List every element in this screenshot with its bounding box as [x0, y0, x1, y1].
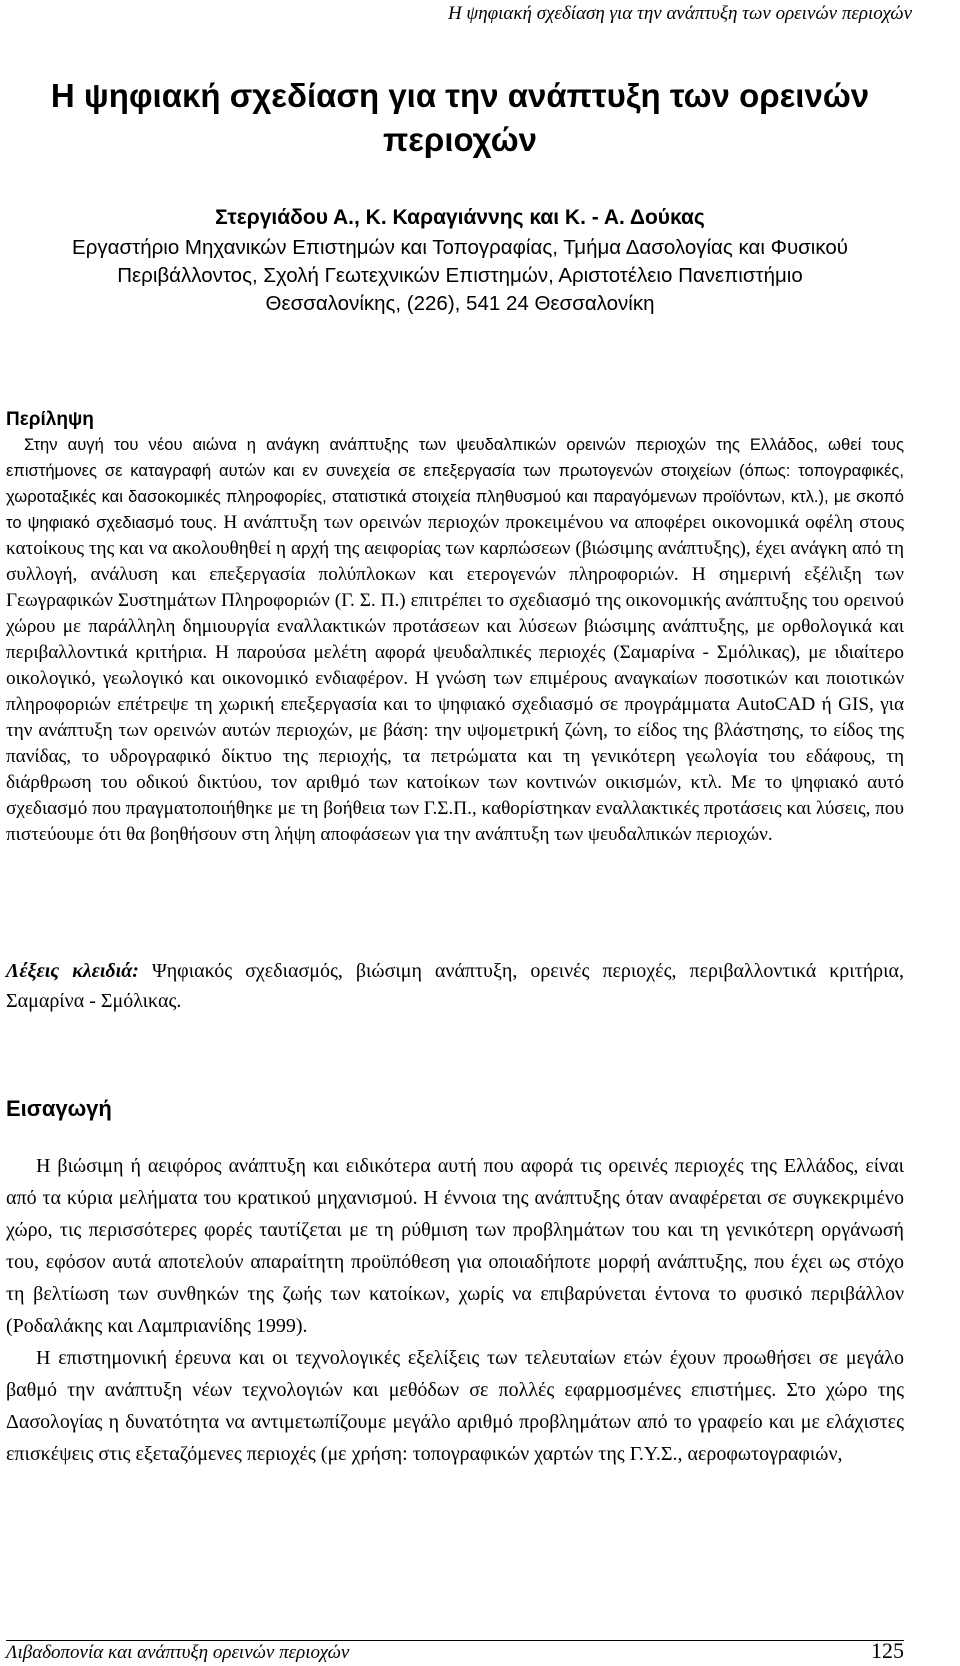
author-list: Στεργιάδου Α., Κ. Καραγιάννης και Κ. - Α. Δούκας	[215, 206, 705, 229]
running-header: Η ψηφιακή σχεδίαση για την ανάπτυξη των ορεινών περιοχών	[447, 3, 912, 24]
introduction-paragraph-1: Η βιώσιμη ή αειφόρος ανάπτυξη και ειδικότερα αυτή που αφορά τις ορεινές περιοχές της Ελλάδος, είναι από τα κύρια μελήματα του κρατικού μηχανισμού. Η έννοια της ανάπτυξης όταν αναφέρεται σε συγκεκριμένο χώρο, τις περισσότερες φορές ταυτίζεται με τη ρύθμιση των προβλημάτων του και τη γενικότερη οργάνωσή του, εφόσον αυτά αποτελούν απαραίτητη προϋπόθεση για οποιαδήποτε μορφή ανάπτυξης, που έχει ως στόχο τη βελτίωση των συνθηκών της ζωής των κατοίκων, χωρίς να επιβαρύνεται έντονα το φυσικό περιβάλλον (Ροδαλάκης και Λαμπριανίδης 1999).	[6, 1155, 904, 1337]
page-number: 125	[871, 1638, 904, 1663]
keywords-label: Λέξεις κλειδιά:	[6, 960, 139, 982]
abstract-text-part-1: Στην αυγή του νέου αιώνα η ανάγκη ανάπτυξης των ψευδαλπικών ορεινών περιοχών της Ελλάδος, ωθεί τους επιστήμονες σε καταγραφή αυτών και εν συνεχεία σε επεξεργασία των πρωτογενών στοιχείων (όπως: τοπογραφικές, χωροταξικές και δασοκομικές πληροφορίες, στατιστικά στοιχεία πληθυσμού και παραγόμενων προϊόντων, κτλ.), με σκοπό το ψηφιακό σχεδιασμό τους.	[6, 435, 904, 532]
introduction-heading: Εισαγωγή	[6, 1096, 112, 1121]
keywords	[6, 956, 904, 1016]
affiliation: Εργαστήριο Μηχανικών Επιστημών και Τοπογραφίας, Τμήμα Δασολογίας και Φυσικού Περιβάλλοντος, Σχολή Γεωτεχνικών Επιστημών, Αριστοτέλειο Πανεπιστήμιο Θεσσαλονίκης, (226), 541 24 Θεσσαλονίκη	[72, 236, 848, 315]
introduction-paragraph-2: Η επιστημονική έρευνα και οι τεχνολογικές εξελίξεις των τελευταίων ετών έχουν προωθήσει σε μεγάλο βαθμό την ανάπτυξη νέων τεχνολογιών και μεθόδων σε πολλές εφαρμοσμένες επιστήμες. Στο χώρο της Δασολογίας η δυνατότητα να αντιμετωπίζουμε μεγάλο αριθμό προβλημάτων από το γραφείο και με ελάχιστες επισκέψεις στις εξεταζόμενες περιοχές (με χρήση: τοπογραφικών χαρτών της Γ.Υ.Σ., αεροφωτογραφιών,	[6, 1347, 904, 1465]
keywords-text: Ψηφιακός σχεδιασμός, βιώσιμη ανάπτυξη, ορεινές περιοχές, περιβαλλοντικά κριτήρια, Σαμαρίνα - Σμόλικας.	[6, 960, 904, 1012]
abstract-text-part-2: Η ανάπτυξη των ορεινών περιοχών προκειμένου να αποφέρει οικονομικά οφέλη στους κατοίκους της και να ακολουθηθεί η αρχή της αειφορίας των καρπώσεων (βιώσιμης ανάπτυξης), έχει ανάγκη από τη συλλογή, ανάλυση και επεξεργασία πολύπλοκων και ετερογενών πληροφοριών. Η σημερινή εξέλιξη των Γεωγραφικών Συστημάτων Πληροφοριών (Γ. Σ. Π.) επιτρέπει το σχεδιασμό της οικονομικής ανάπτυξης του ορεινού χώρου με παράλληλη δημιουργία εναλλακτικών προτάσεων και λύσεων βιώσιμης ανάπτυξης, με ορθολογικά και περιβαλλοντικά κριτήρια. Η παρούσα μελέτη αφορά ψευδαλπικές περιοχές (Σαμαρίνα - Σμόλικας), με ιδιαίτερο οικολογικό, γεωλογικό και οικονομικό ενδιαφέρον. Η γνώση των επιμέρους αναγκαίων ποσοτικών και ποιοτικών πληροφοριών επέτρεψε τη χωρική επεξεργασία και το ψηφιακό σχεδιασμό σε προγράμματα AutoCAD ή GIS, για την ανάπτυξη των ορεινών αυτών περιοχών, με βάση: την υψομετρική ζώνη, το είδος της βλάστησης, το είδος της πανίδας, το υδρογραφικό δίκτυο της περιοχής, τα πετρώματα και τη γενικότερη γεωλογία του εδάφους, τη διάρθρωση του οδικού δικτύου, τον αριθμό των κατοίκων των κοντινών οικισμών, κτλ. Με το ψηφιακό αυτό σχεδιασμό που πραγματοποιήθηκε με τη βοήθεια των Γ.Σ.Π., καθορίστηκαν εναλλακτικές προτάσεις και λύσεις, που πιστεύουμε ότι θα βοηθήσουν στη λήψη αποφάσεων για την ανάπτυξη των ψευδαλπικών περιοχών.	[6, 512, 904, 845]
footer-journal: Λιβαδοπονία και ανάπτυξη ορεινών περιοχών	[6, 1642, 350, 1663]
paper-title: Η ψηφιακή σχεδίαση για την ανάπτυξη των ορεινών περιοχών	[50, 77, 870, 158]
abstract-heading: Περίληψη	[6, 409, 94, 430]
abstract-body	[6, 432, 904, 848]
introduction-body	[6, 1150, 904, 1470]
